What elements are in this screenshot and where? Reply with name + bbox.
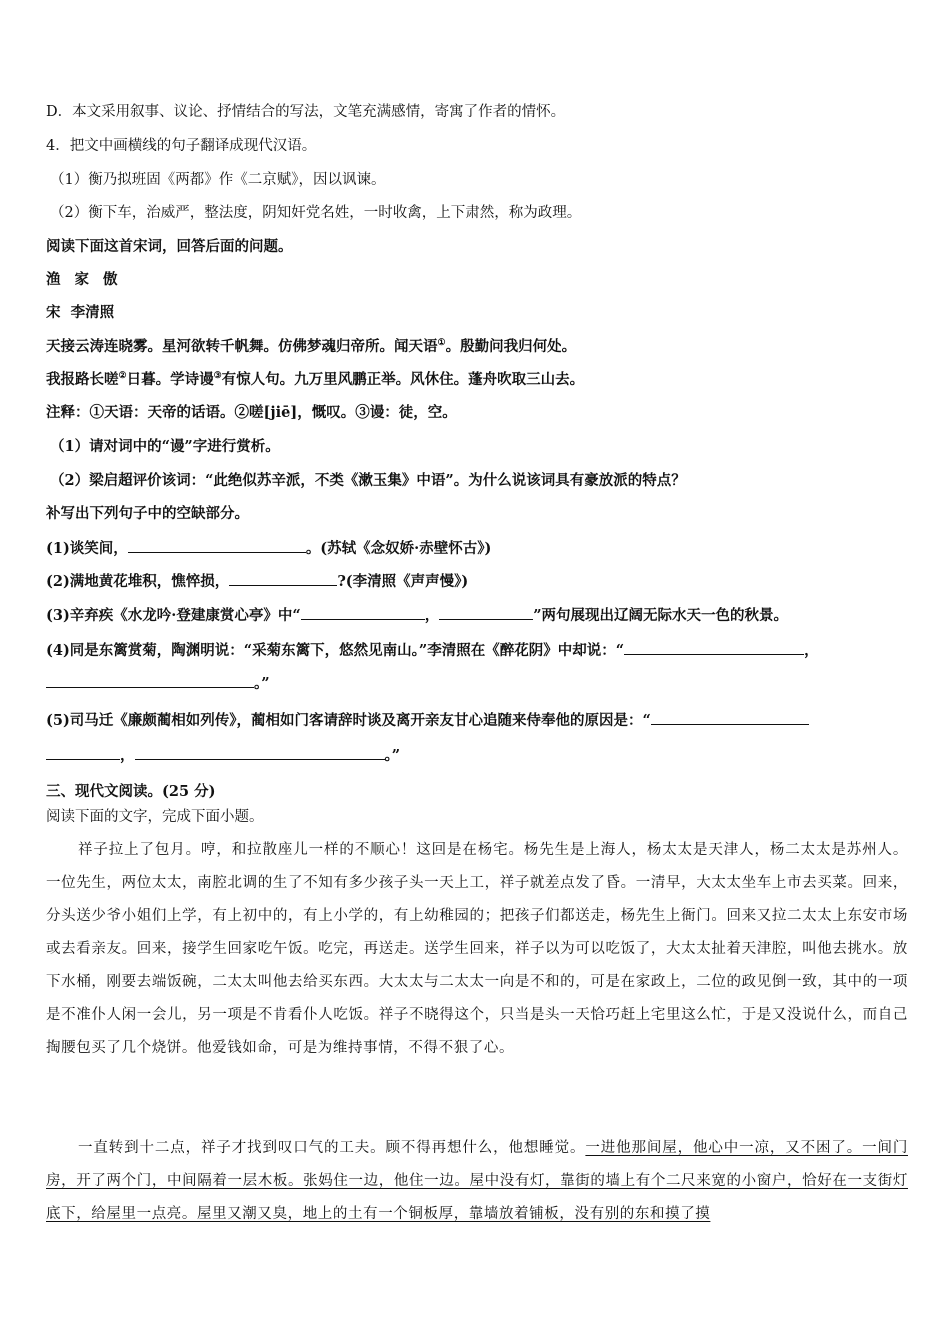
poem-line-2-text-end: 有惊人句。九万里风鹏正举。风休住。蓬舟吹取三山去。 [221,371,585,388]
fill-question-5 [46,710,809,731]
poem-notes: 注释：①天语：天帝的话语。②嗟[jiē]，慨叹。③谩：徒，空。 [46,404,457,421]
poem-title: 渔家傲 [46,271,132,288]
fill-q2-prefix: (2)满地黄花堆积，憔悴损， [46,573,230,590]
q4-title: 4．把文中画横线的句子翻译成现代汉语。 [46,138,317,154]
passage-paragraph-2 [46,1132,908,1231]
answer-blank[interactable] [439,605,533,620]
q4-item-2: （2）衡下车，治威严，整法度，阴知奸党名姓，一时收禽，上下肃然，称为政理。 [50,205,582,221]
poem-intro: 阅读下面这首宋词，回答后面的问题。 [46,238,293,255]
answer-blank[interactable] [651,710,809,725]
fill-q1-suffix: 。(苏轼《念奴娇·赤壁怀古》) [305,540,492,557]
poem-line-2-text-mid: 日暮。学诗谩 [126,371,214,388]
poem-line-2-text: 我报路长嗟 [46,371,119,388]
section-3-intro: 阅读下面的文字，完成下面小题。 [46,809,264,825]
fill-question-3 [46,605,788,626]
fill-intro: 补写出下列句子中的空缺部分。 [46,505,249,522]
fill-q3-suffix: ”两句展现出辽阔无际水天一色的秋景。 [533,607,789,624]
answer-blank[interactable] [624,640,804,655]
footnote-3-marker: ③ [213,371,222,382]
poem-line-1-text-end: 。殷勤问我归何处。 [445,338,577,355]
fill-question-5-cont [46,745,400,766]
fill-q4-suffix: 。” [254,675,270,692]
answer-blank[interactable] [46,745,120,760]
fill-q4-comma: ， [804,642,819,659]
fill-q5-prefix: (5)司马迁《廉颇蔺相如列传》，蔺相如门客请辞时谈及离开亲友甘心追随来侍奉他的原因是：“ [46,712,651,729]
poem-line-1-text: 天接云涛连晓雾。星河欲转千帆舞。仿佛梦魂归帝所。闻天语 [46,338,438,355]
q4-item-1: （1）衡乃拟班固《两都》作《二京赋》，因以讽谏。 [50,172,386,188]
section-3-heading: 三、现代文阅读。(25 分) [46,783,216,800]
fill-question-2 [46,571,468,592]
answer-blank[interactable] [128,538,306,553]
fill-question-4-cont [46,673,270,694]
fill-q5-suffix: 。” [384,747,401,764]
fill-q2-suffix: ?(李清照《声声慢》) [337,573,469,590]
poem-question-1: （1）请对词中的“谩”字进行赏析。 [50,438,280,455]
footnote-2-marker: ② [118,371,127,382]
footnote-1-marker: ① [437,338,446,349]
answer-blank[interactable] [135,745,385,760]
fill-q3-comma: ， [424,607,440,624]
answer-blank[interactable] [301,605,425,620]
fill-q1-prefix: (1)谈笑间， [46,540,128,557]
poem-author: 宋 李清照 [46,304,115,321]
option-d: D．本文采用叙事、议论、抒情结合的写法，文笔充满感情，寄寓了作者的情怀。 [46,104,566,120]
fill-question-1 [46,538,491,559]
fill-question-4 [46,640,819,661]
passage-paragraph-2-text: 一直转到十二点，祥子才找到叹口气的工夫。顾不得再想什么，他想睡觉。 [78,1140,586,1156]
answer-blank[interactable] [46,673,254,688]
poem-line-1 [46,337,576,357]
answer-blank[interactable] [229,571,337,586]
poem-question-2: （2）梁启超评价该词：“此绝似苏辛派，不类《漱玉集》中语”。为什么说该词具有豪放派的特点？ [50,472,686,489]
fill-q3-prefix: (3)辛弃疾《水龙吟·登建康赏心亭》中“ [46,607,301,624]
poem-line-2 [46,370,584,390]
fill-q5-comma: ， [120,747,135,764]
passage-paragraph-1: 祥子拉上了包月。哼，和拉散座儿一样的不顺心！这回是在杨宅。杨先生是上海人，杨太太是天津人，杨二太太是苏州人。一位先生，两位太太，南腔北调的生了不知有多少孩子头一天上工，祥子就差点发了昏。一清早，大太太坐车上市去买菜。回来，分头送少爷小姐们上学，有上初中的，有上小学的，有上幼稚园的；把孩子们都送走，杨先生上衙门。回来又拉二太太上东安市场或去看亲友。回来，接学生回家吃午饭。吃完，再送走。送学生回来，祥子以为可以吃饭了，大太太扯着天津腔，叫他去挑水。放下水桶，刚要去端饭碗，二太太叫他去给买东西。大太太与二太太一向是不和的，可是在家政上，二位的政见倒一致，其中的一项是不准仆人闲一会儿，另一项是不肯看仆人吃饭。祥子不晓得这个，只当是头一天恰巧赶上宅里这么忙，于是又没说什么，而自己掏腰包买了几个烧饼。他爱钱如命，可是为维持事情，不得不狠了心。 [46,842,908,1056]
fill-q4-prefix: (4)同是东篱赏菊，陶渊明说：“采菊东篱下，悠然见南山。”李清照在《醉花阴》中却说：“ [46,642,625,659]
underlined-sentence: 一进他那间屋，他心中一凉，又不困了。一间门房，开了两个门，中间隔着一层木板。张妈住一边，他住一边。屋中没有灯，靠街的墙上有个二尺来宽的小窗户，恰好在一支街灯底下，给屋里一点亮。屋里又潮又臭，地上的土有一个铜板厚，靠墙放着铺板，没有别的东和摸了摸 [46,1140,908,1222]
